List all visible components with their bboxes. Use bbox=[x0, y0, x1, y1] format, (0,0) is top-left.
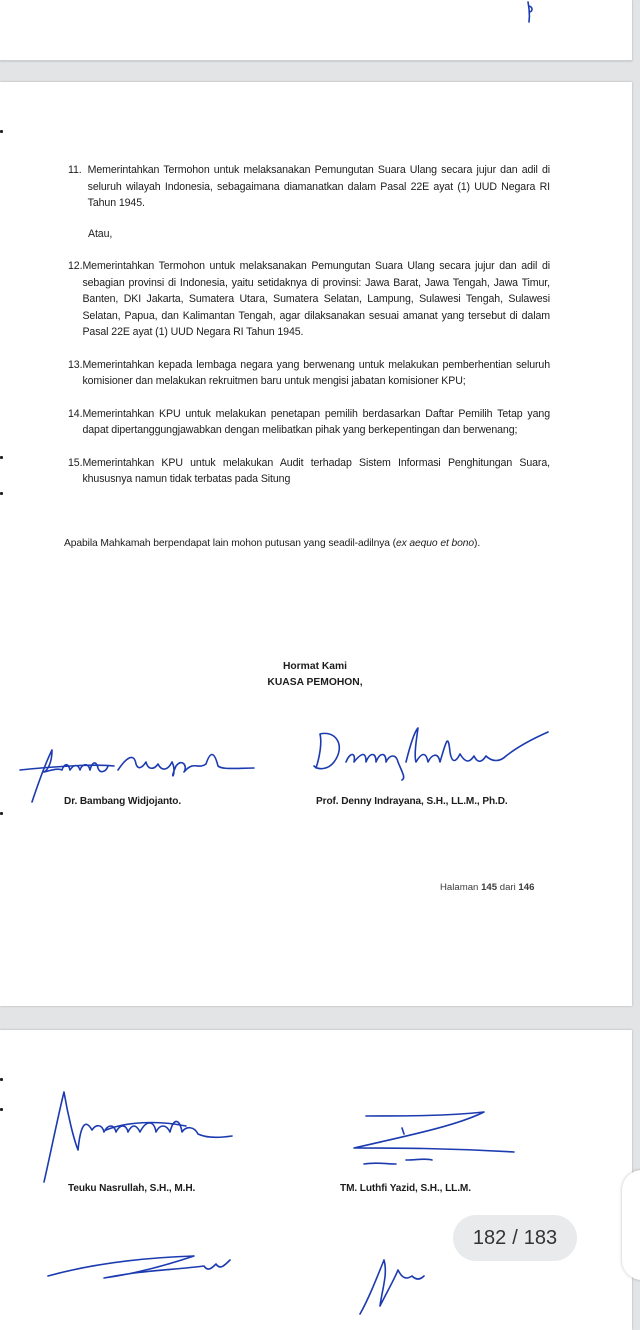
clause-12 bbox=[68, 258, 550, 341]
clause-number: 12. bbox=[68, 260, 83, 272]
clause-text: Memerintahkan kepada lembaga negara yang berwenang untuk melakukan pemberhentian seluruh komisioner dan melakukan rekruitmen baru untuk mengisi jabatan komisioner KPU; bbox=[82, 358, 550, 387]
clause-number: 15. bbox=[68, 456, 83, 469]
footer-current-page: 145 bbox=[481, 882, 498, 893]
closing-latin: ex aequo et bono bbox=[395, 538, 474, 549]
pen-mark bbox=[520, 0, 540, 28]
footer-total-pages: 146 bbox=[518, 882, 535, 893]
current-page: 182 bbox=[472, 1227, 507, 1249]
clause-15 bbox=[68, 455, 550, 488]
signer-denny: Prof. Denny Indrayana, S.H., LL.M., Ph.D. bbox=[316, 796, 508, 807]
clause-text: Memerintahkan KPU untuk melakukan penetapan pemilih berdasarkan Daftar Pemilih Tetap yang dapat dipertanggungjawabkan dengan melibatkan pihak yang berkepentingan dan berwenang; bbox=[82, 407, 550, 436]
page-footer bbox=[440, 882, 534, 893]
signer-luthfi: TM. Luthfi Yazid, S.H., LL.M. bbox=[340, 1183, 471, 1194]
signature-partial-left bbox=[44, 1246, 244, 1286]
clause-number: 14. bbox=[68, 407, 83, 420]
closing-statement bbox=[64, 538, 564, 549]
signature-partial-right bbox=[354, 1250, 454, 1316]
clause-number: 13. bbox=[68, 358, 83, 371]
footer-prefix: Halaman bbox=[440, 882, 482, 893]
clause-number: 11. bbox=[68, 164, 82, 176]
petitum-list bbox=[68, 162, 550, 504]
closing-text: Apabila Mahkamah berpendapat lain mohon putusan yang seadil-adilnya ( bbox=[64, 538, 396, 549]
previous-page bbox=[0, 0, 632, 61]
atau-text: Atau, bbox=[88, 227, 113, 240]
total-pages: 183 bbox=[523, 1227, 558, 1249]
clause-11 bbox=[68, 162, 550, 212]
clause-14 bbox=[68, 406, 550, 439]
page-counter bbox=[453, 1215, 577, 1261]
kuasa-pemohon: KUASA PEMOHON, bbox=[267, 677, 363, 688]
clause-text: Memerintahkan Termohon untuk melaksanakan Pemungutan Suara Ulang secara jujur dan adil di seluruh wilayah Indonesia, sebagaimana diamanatkan dalam Pasal 22E ayat (1) UUD Negara RI Tahun 1945. bbox=[87, 164, 550, 209]
closing-end: ). bbox=[473, 538, 481, 549]
clause-text: Memerintahkan Termohon untuk melaksanakan Pemungutan Suara Ulang secara jujur dan adil di sebagian provinsi di Indonesia, yaitu setidaknya di provinsi: Jawa Barat, Jawa Tengah, Jawa Timur, Banten, DKI Jakarta, Sumatera Utara, Sumatera Selatan, Lampung, Sulawesi Tengah, Sulawesi Selatan, Papua, dan Kalimantan Tengah, agar dilaksanakan sesuai amanat yang tersebut di dalam Pasal 22E ayat (1) UUD Negara RI Tahun 1945. bbox=[82, 260, 550, 338]
signature-luthfi bbox=[336, 1108, 536, 1172]
footer-middle: dari bbox=[497, 882, 519, 893]
signer-bambang: Dr. Bambang Widjojanto. bbox=[64, 796, 182, 807]
signer-teuku: Teuku Nasrullah, S.H., M.H. bbox=[68, 1183, 196, 1194]
clause-text: Memerintahkan KPU untuk melakukan Audit terhadap Sistem Informasi Penghitungan Suara, khususnya namun tidak terbatas pada Situng bbox=[82, 456, 550, 485]
hormat-kami: Hormat Kami bbox=[282, 661, 348, 672]
scroll-handle[interactable] bbox=[622, 1170, 640, 1280]
clause-13 bbox=[68, 357, 550, 390]
page-separator: / bbox=[512, 1227, 518, 1249]
signature-teuku bbox=[36, 1086, 246, 1186]
salutation bbox=[220, 659, 410, 691]
signature-denny bbox=[306, 722, 556, 782]
